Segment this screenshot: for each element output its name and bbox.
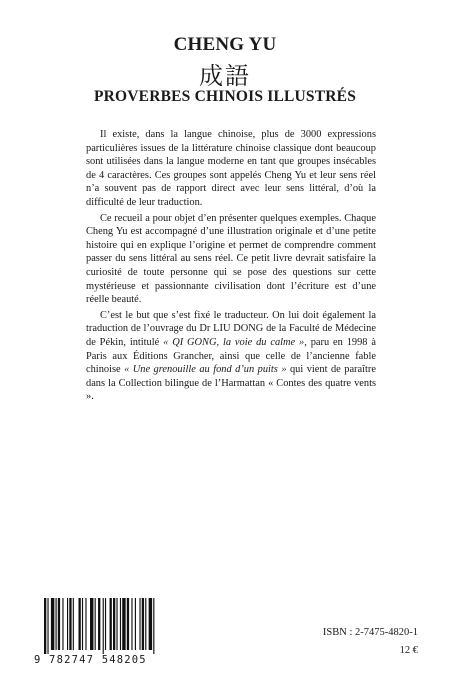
barcode-bar bbox=[127, 598, 129, 650]
barcode-bar bbox=[120, 598, 121, 650]
barcode-bar bbox=[56, 598, 57, 650]
barcode-bar bbox=[103, 598, 104, 654]
book-title: CHENG YU bbox=[173, 34, 277, 55]
barcode-bar bbox=[47, 598, 48, 654]
chinese-characters: 成語 bbox=[199, 62, 251, 90]
barcode-bar bbox=[149, 598, 152, 650]
barcode-icon bbox=[34, 598, 176, 654]
barcode-bar bbox=[58, 598, 60, 650]
blurb-paragraph-2: Ce recueil a pour objet d’en présenter quelques exemples. Chaque Cheng Yu est accompagné d’une illustration originale et d’une petite histoire qui en explique l’origine et permet de comprendre comment passer du sens littéral au sens réel. Ce petit livre devrait satisfaire la curiosité de toute personne qui se pose des questions sur cette mystérieuse et passionnante civilisation dont l’écriture est d’une réelle beauté. bbox=[86, 212, 376, 306]
blurb-p3-middle: , paru en 1998 à Paris aux Éditions Grancher, ainsi que celle de l’ancienne fable chinoise bbox=[86, 336, 376, 376]
barcode-bar bbox=[95, 598, 96, 650]
barcode-bar bbox=[105, 598, 106, 650]
barcode-bar bbox=[44, 598, 46, 654]
blurb bbox=[86, 128, 376, 406]
barcode-bar bbox=[110, 598, 112, 650]
isbn-number: ISBN : 2-7475-4820-1 bbox=[322, 627, 418, 638]
barcode-bar bbox=[67, 598, 68, 650]
barcode-bar bbox=[131, 598, 132, 650]
book-reference-grenouille: « Une grenouille au fond d’un puits » bbox=[124, 364, 287, 376]
barcode-bar bbox=[135, 598, 136, 650]
barcode-bar bbox=[116, 598, 117, 650]
book-reference-qi-gong: « QI GONG, la voie du calme » bbox=[163, 336, 305, 348]
barcode-bar bbox=[82, 598, 83, 650]
barcode-bar bbox=[79, 598, 81, 650]
blurb-p3-end: qui vient de paraître dans la Collection bilingue de l’Harmattan « Contes des quatre vents ». bbox=[86, 364, 376, 403]
barcode-bar bbox=[85, 598, 86, 650]
barcode-bar bbox=[122, 598, 125, 650]
barcode-bar bbox=[90, 598, 93, 650]
barcode-bar bbox=[153, 598, 154, 654]
price-label: 12 € bbox=[399, 645, 418, 656]
barcode-bar bbox=[51, 598, 54, 650]
barcode-digits: 9 782747 548205 bbox=[34, 654, 147, 666]
barcode-bar bbox=[98, 598, 100, 650]
blurb-p3-start: C’est le but que s’est fixé le traducteur. On lui doit également la traduction de l’ouvrage du Dr LIU DONG de la Faculté de Médecine de Pékin, intitulé bbox=[86, 309, 376, 348]
barcode bbox=[34, 598, 176, 668]
barcode-bar bbox=[145, 598, 146, 650]
barcode-bar bbox=[139, 598, 140, 650]
barcode-bar bbox=[62, 598, 63, 650]
barcode-bar bbox=[73, 598, 74, 650]
barcode-bar bbox=[113, 598, 115, 650]
book-subtitle: PROVERBES CHINOIS ILLUSTRÉS bbox=[93, 88, 357, 105]
blurb-paragraph-3 bbox=[86, 309, 376, 404]
barcode-bar bbox=[69, 598, 71, 650]
barcode-bar bbox=[142, 598, 144, 650]
blurb-paragraph-1: Il existe, dans la langue chinoise, plus de 3000 expressions particulières issues de la littérature chinoise classique dont beaucoup sont utilisées dans la langue moderne en tant que groupes insécables de 4 caractères. Ces groupes sont appelés Cheng Yu et leur sens réel n’a souvent pas de rapport direct avec leur sens littéral, d’où la difficulté de leur traduction. bbox=[86, 129, 376, 208]
